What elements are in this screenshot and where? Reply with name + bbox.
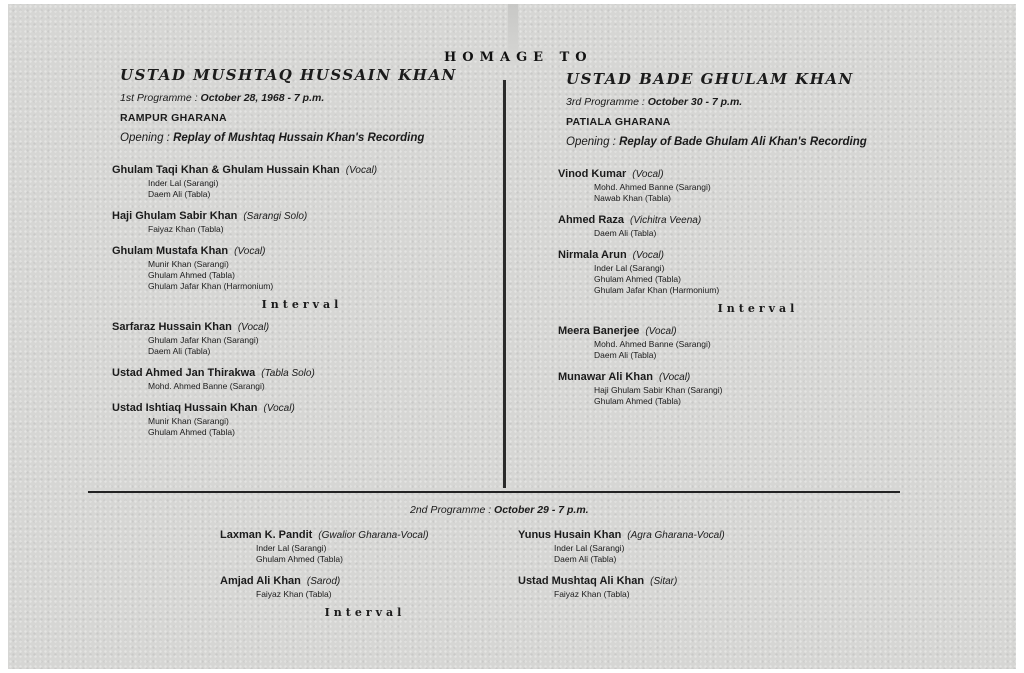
performer-line — [558, 245, 958, 263]
left-title: USTAD MUSHTAQ HUSSAIN KHAN — [120, 66, 457, 84]
performance-entry — [112, 241, 492, 292]
performance-entry — [558, 367, 958, 407]
homage-heading: HOMAGE TO — [444, 50, 593, 65]
performance-entry — [558, 210, 958, 239]
performer-name: Meera Banerjee — [558, 325, 640, 337]
performer-name: Munawar Ali Khan — [558, 371, 653, 383]
performer-instrument: (Agra Gharana-Vocal) — [627, 530, 725, 541]
performer-instrument: (Vocal) — [632, 169, 664, 180]
left-performances-a — [112, 160, 492, 292]
accompanist: Mohd. Ahmed Banne (Sarangi) — [594, 339, 711, 349]
accompanist: Ghulam Ahmed (Tabla) — [594, 274, 681, 284]
second-programme-left — [220, 525, 510, 625]
left-opening-line — [120, 132, 492, 144]
performer-instrument: (Vocal) — [345, 165, 378, 176]
accompanist: Daem Ali (Tabla) — [594, 228, 657, 238]
right-performances-a — [558, 164, 958, 296]
performer-line — [558, 164, 958, 182]
performer-line — [558, 321, 958, 339]
performer-instrument: (Sitar) — [650, 576, 678, 587]
second-programme-date: October 29 - 7 p.m. — [494, 504, 589, 516]
right-performances-b — [558, 321, 958, 407]
right-programme-line — [566, 96, 958, 108]
left-performances-b — [112, 317, 492, 438]
accompanist: Ghulam Jafar Khan (Sarangi) — [148, 335, 259, 345]
accompanist: Haji Ghulam Sabir Khan (Sarangi) — [594, 385, 723, 395]
accompanist: Daem Ali (Tabla) — [554, 554, 617, 564]
divider-rule — [88, 491, 900, 493]
performer-line — [112, 398, 492, 416]
right-programme-label: 3rd Programme : — [566, 96, 645, 108]
performer-line — [112, 206, 492, 224]
second-right-performances — [518, 525, 818, 600]
performance-entry — [112, 160, 492, 200]
performer-name: Ghulam Taqi Khan & Ghulam Hussain Khan — [112, 164, 340, 176]
performer-instrument: (Gwalior Gharana-Vocal) — [318, 530, 429, 541]
accompanist: Mohd. Ahmed Banne (Sarangi) — [148, 381, 265, 391]
left-opening-label: Opening : — [120, 132, 170, 144]
accompanist: Daem Ali (Tabla) — [594, 350, 657, 360]
second-left-performances — [220, 525, 510, 600]
performer-line — [112, 363, 492, 381]
third-programme — [558, 70, 958, 413]
performer-name: Ahmed Raza — [558, 214, 625, 226]
performance-entry — [112, 317, 492, 357]
center-fold-line — [503, 80, 506, 488]
left-opening-text: Replay of Mushtaq Hussain Khan's Recording — [173, 132, 425, 144]
performer-name: Yunus Husain Khan — [518, 529, 622, 541]
performer-line — [220, 571, 510, 589]
performer-name: Ghulam Mustafa Khan — [112, 245, 229, 257]
performer-name: Ustad Ishtiaq Hussain Khan — [112, 402, 258, 414]
left-interval: Interval — [261, 298, 343, 311]
right-programme-date: October 30 - 7 p.m. — [647, 96, 743, 108]
accompanist: Inder Lal (Sarangi) — [554, 543, 625, 553]
performer-instrument: (Vocal) — [645, 326, 677, 337]
performer-instrument: (Vocal) — [632, 250, 664, 261]
accompanist: Munir Khan (Sarangi) — [148, 259, 229, 269]
right-gharana: PATIALA GHARANA — [566, 116, 671, 128]
performance-entry — [558, 164, 958, 204]
accompanist: Inder Lal (Sarangi) — [256, 543, 327, 553]
performer-instrument: (Vichitra Veena) — [630, 215, 702, 226]
right-opening-line — [566, 136, 958, 148]
performer-name: Haji Ghulam Sabir Khan — [112, 210, 238, 222]
performer-instrument: (Vocal) — [263, 403, 295, 414]
left-programme-label: 1st Programme : — [120, 92, 198, 104]
performance-entry — [558, 245, 958, 296]
performer-line — [518, 571, 818, 589]
accompanist: Daem Ali (Tabla) — [148, 189, 211, 199]
performer-name: Nirmala Arun — [558, 249, 627, 261]
accompanist: Daem Ali (Tabla) — [148, 346, 211, 356]
left-programme-line — [120, 92, 492, 104]
performer-name: Vinod Kumar — [558, 168, 627, 180]
performer-instrument: (Vocal) — [658, 372, 691, 383]
performer-line — [558, 367, 958, 385]
second-programme-label: 2nd Programme : — [410, 504, 492, 516]
accompanist: Inder Lal (Sarangi) — [148, 178, 219, 188]
right-opening-label: Opening : — [566, 136, 616, 148]
performer-instrument: (Sarangi Solo) — [243, 211, 308, 222]
accompanist: Inder Lal (Sarangi) — [594, 263, 665, 273]
first-programme — [112, 66, 492, 444]
performer-instrument: (Tabla Solo) — [261, 368, 315, 379]
performer-name: Ustad Mushtaq Ali Khan — [518, 575, 645, 587]
accompanist: Faiyaz Khan (Tabla) — [148, 224, 224, 234]
performer-name: Amjad Ali Khan — [220, 575, 301, 587]
left-gharana: RAMPUR GHARANA — [120, 112, 227, 124]
performer-name: Laxman K. Pandit — [220, 529, 313, 541]
performance-entry — [112, 398, 492, 438]
accompanist: Ghulam Ahmed (Tabla) — [148, 427, 235, 437]
second-programme-line — [410, 504, 589, 516]
second-programme-right — [518, 525, 818, 606]
performance-entry — [558, 321, 958, 361]
accompanist: Munir Khan (Sarangi) — [148, 416, 229, 426]
second-interval: Interval — [324, 606, 406, 619]
performer-instrument: (Vocal) — [234, 246, 266, 257]
right-title: USTAD BADE GHULAM KHAN — [566, 70, 854, 88]
performance-entry — [518, 525, 818, 565]
performance-entry — [112, 363, 492, 392]
performer-line — [112, 241, 492, 259]
accompanist: Mohd. Ahmed Banne (Sarangi) — [594, 182, 711, 192]
accompanist: Ghulam Ahmed (Tabla) — [594, 396, 681, 406]
performer-name: Ustad Ahmed Jan Thirakwa — [112, 367, 256, 379]
performer-line — [112, 317, 492, 335]
accompanist: Nawab Khan (Tabla) — [594, 193, 672, 203]
performance-entry — [220, 571, 510, 600]
performer-line — [220, 525, 510, 543]
performance-entry — [220, 525, 510, 565]
left-programme-date: October 28, 1968 - 7 p.m. — [200, 92, 325, 104]
accompanist: Faiyaz Khan (Tabla) — [554, 589, 630, 599]
performer-instrument: (Vocal) — [237, 322, 270, 333]
performer-name: Sarfaraz Hussain Khan — [112, 321, 232, 333]
accompanist: Faiyaz Khan (Tabla) — [256, 589, 332, 599]
performer-instrument: (Sarod) — [306, 576, 341, 587]
accompanist: Ghulam Ahmed (Tabla) — [148, 270, 235, 280]
right-opening-text: Replay of Bade Ghulam Ali Khan's Recording — [619, 136, 867, 148]
right-interval: Interval — [717, 302, 799, 315]
accompanist: Ghulam Jafar Khan (Harmonium) — [148, 281, 274, 291]
performer-line — [112, 160, 492, 178]
performer-line — [518, 525, 818, 543]
performance-entry — [518, 571, 818, 600]
performance-entry — [112, 206, 492, 235]
performer-line — [558, 210, 958, 228]
accompanist: Ghulam Jafar Khan (Harmonium) — [594, 285, 720, 295]
accompanist: Ghulam Ahmed (Tabla) — [256, 554, 343, 564]
